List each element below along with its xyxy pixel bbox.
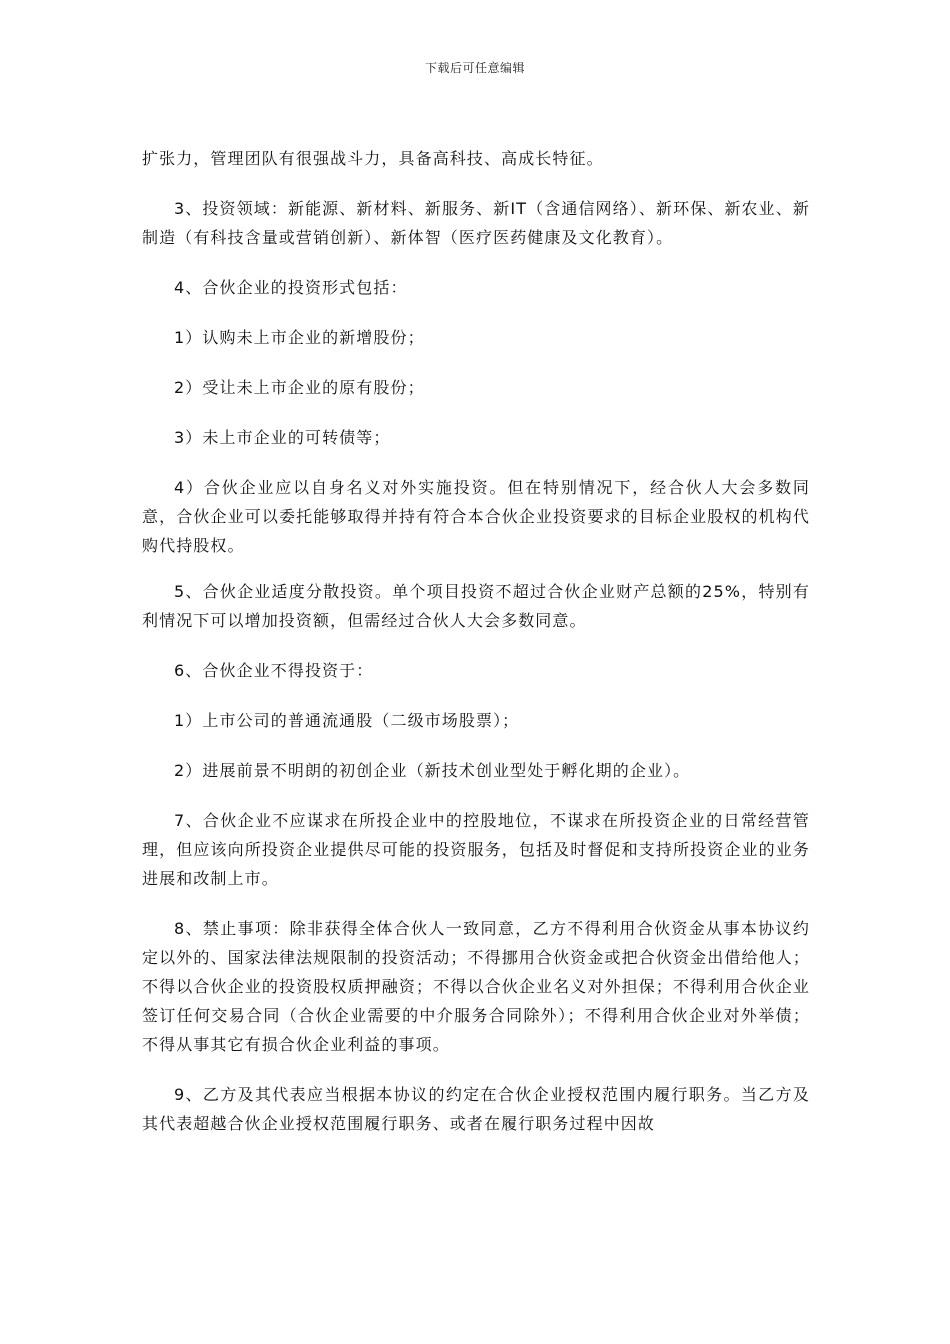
paragraph-duties: 9、乙方及其代表应当根据本协议的约定在合伙企业授权范围内履行职务。当乙方及其代表超越合伙企业授权范围履行职务、或者在履行职务过程中因故 <box>142 1085 810 1133</box>
paragraph-continuation: 扩张力，管理团队有很强战斗力，具备高科技、高成长特征。 <box>142 149 604 168</box>
paragraph-no-control: 7、合伙企业不应谋求在所投企业中的控股地位，不谋求在所投资企业的日常经营管理，但应该向所投资企业提供尽可能的投资服务，包括及时督促和支持所投资企业的业务进展和改制上市。 <box>142 811 810 888</box>
list-item-form-2: 2）受让未上市企业的原有股份； <box>174 378 425 397</box>
paragraph-prohibited-matters: 8、禁止事项：除非获得全体合伙人一致同意，乙方不得利用合伙资金从事本协议约定以外的、国家法律法规限制的投资活动；不得挪用合伙资金或把合伙资金出借给他人；不得以合伙企业的投资股权质押融资；不得以合伙企业名义对外担保；不得利用合伙企业签订任何交易合同（合伙企业需要的中介服务合同除外）；不得利用合伙企业对外举债；不得从事其它有损合伙企业利益的事项。 <box>142 919 810 1054</box>
paragraph-prohibited-investments: 6、合伙企业不得投资于： <box>174 661 374 680</box>
paragraph-investment-fields: 3、投资领域：新能源、新材料、新服务、新IT（含通信网络）、新环保、新农业、新制造（有科技含量或营销创新）、新体智（医疗医药健康及文化教育）。 <box>142 199 810 247</box>
page-header: 下载后可任意编辑 <box>424 61 525 75</box>
list-item-form-1: 1）认购未上市企业的新增股份； <box>174 328 425 347</box>
list-item-form-3: 3）未上市企业的可转债等； <box>174 428 391 447</box>
list-item-prohibited-1: 1）上市公司的普通流通股（二级市场股票）； <box>174 711 520 730</box>
document-body <box>142 144 810 1138</box>
list-item-form-4: 4）合伙企业应以自身名义对外实施投资。但在特别情况下，经合伙人大会多数同意，合伙企业可以委托能够取得并持有符合本合伙企业投资要求的目标企业股权的机构代购代持股权。 <box>142 478 810 555</box>
list-item-prohibited-2: 2）进展前景不明朗的初创企业（新技术创业型处于孵化期的企业）。 <box>174 761 691 780</box>
paragraph-diversified-investment: 5、合伙企业适度分散投资。单个项目投资不超过合伙企业财产总额的25%，特别有利情况下可以增加投资额，但需经过合伙人大会多数同意。 <box>142 582 810 630</box>
paragraph-investment-forms: 4、合伙企业的投资形式包括： <box>174 278 408 297</box>
